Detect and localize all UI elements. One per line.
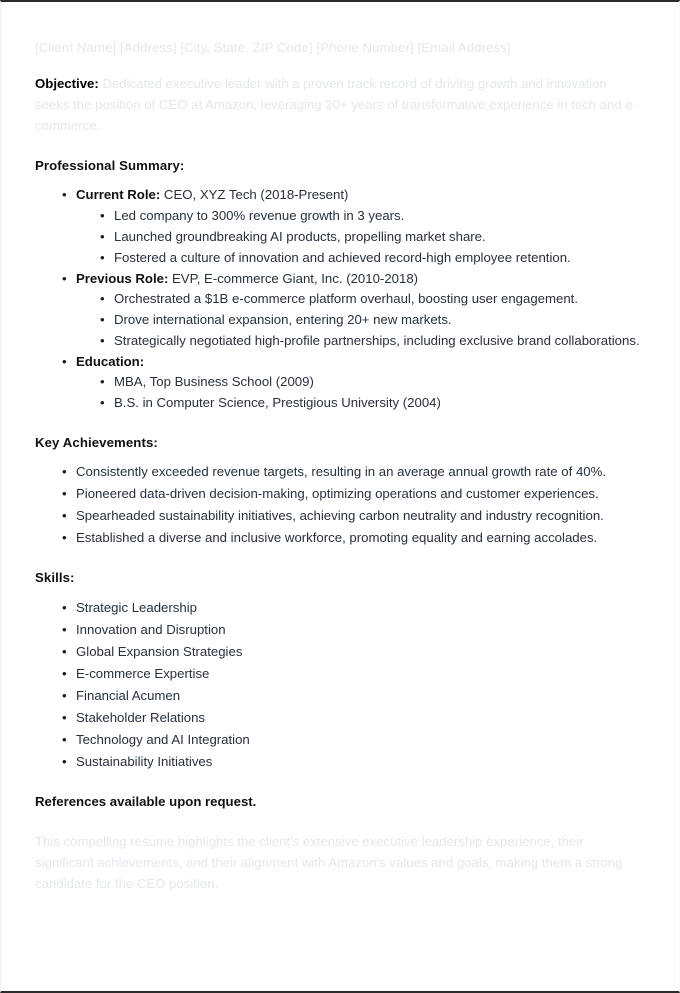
bullet-icon: • — [62, 530, 67, 546]
bullet-icon: • — [62, 665, 67, 681]
list-item — [62, 506, 645, 526]
list-item-label: B.S. in Computer Science, Prestigious University (2004) — [114, 395, 441, 411]
bullet-icon: • — [62, 621, 67, 637]
list-item-label: Innovation and Disruption — [76, 621, 226, 637]
key-achievements-list — [35, 462, 645, 548]
list-item-label: Consistently exceeded revenue targets, resulting in an average annual growth rate of 40%. — [76, 464, 607, 480]
current-role-label: Current Role: — [76, 187, 161, 203]
list-item-label: Launched groundbreaking AI products, propelling market share. — [114, 228, 486, 244]
list-item-label: Established a diverse and inclusive workforce, promoting equality and earning accolades. — [76, 530, 598, 546]
bullet-icon: • — [62, 353, 67, 369]
bullet-icon: • — [100, 228, 105, 244]
list-item-label: Financial Acumen — [76, 687, 181, 703]
list-item — [62, 664, 645, 684]
bullet-icon: • — [62, 753, 67, 769]
closing-note-paragraph: This compelling resume highlights the client's extensive executive leadership experience, their significant achievements, and their alignment with Amazon's values and goals, making them a strong candidate for the CEO position. — [35, 834, 623, 892]
bullet-icon: • — [100, 374, 105, 389]
key-achievements-heading: Key Achievements: — [35, 435, 158, 451]
list-item-label: Drove international expansion, entering 20+ new markets. — [114, 311, 452, 327]
list-item — [62, 269, 645, 351]
previous-role-label: Previous Role: — [76, 270, 169, 286]
list-item — [100, 227, 645, 247]
current-role-sublist — [76, 206, 645, 268]
list-item — [62, 352, 645, 413]
list-item — [62, 642, 645, 662]
bullet-icon: • — [62, 486, 67, 502]
list-item-label: Led company to 300% revenue growth in 3 years. — [114, 207, 405, 223]
list-item — [100, 393, 645, 413]
bullet-icon: • — [62, 709, 67, 725]
professional-summary-heading: Professional Summary: — [35, 158, 185, 174]
bullet-icon: • — [62, 599, 67, 615]
list-item — [62, 528, 645, 548]
bullet-icon: • — [100, 207, 105, 223]
list-item — [100, 372, 645, 392]
bullet-icon: • — [100, 249, 105, 265]
list-item-label: Strategically negotiated high-profile partnerships, including exclusive brand collaborations. — [114, 332, 640, 348]
list-item — [100, 310, 645, 330]
contact-placeholder-line: [Client Name] [Address] [City, State, ZIP Code] [Phone Number] [Email Address] — [35, 40, 511, 55]
resume-document — [35, 38, 645, 894]
list-item-label: Orchestrated a $1B e-commerce platform overhaul, boosting user engagement. — [114, 290, 579, 306]
bullet-icon: • — [100, 290, 105, 306]
education-sublist — [76, 372, 645, 413]
skills-list — [35, 598, 645, 773]
list-item-label: Spearheaded sustainability initiatives, achieving carbon neutrality and industry recognition. — [76, 508, 604, 524]
list-item-label: MBA, Top Business School (2009) — [114, 374, 314, 389]
list-item — [62, 484, 645, 504]
bullet-icon: • — [62, 270, 67, 286]
education-label: Education: — [76, 353, 145, 369]
bullet-icon: • — [100, 395, 105, 411]
bullet-icon: • — [62, 731, 67, 747]
list-item — [62, 708, 645, 728]
objective-paragraph — [35, 74, 643, 137]
list-item — [62, 620, 645, 640]
objective-text: Dedicated executive leader with a proven track record of driving growth and innovation seeks the position of CEO at Amazon, leveraging 20+ years of transformative experience in tech and e-commerce. — [35, 75, 638, 133]
bullet-icon: • — [62, 187, 67, 203]
list-item — [100, 289, 645, 309]
list-item — [100, 331, 645, 351]
bullet-icon: • — [62, 687, 67, 703]
previous-role-sublist — [76, 289, 645, 351]
list-item-label: Technology and AI Integration — [76, 731, 250, 747]
skills-heading: Skills: — [35, 570, 75, 586]
list-item-label: E-commerce Expertise — [76, 665, 210, 681]
bullet-icon: • — [62, 508, 67, 524]
bullet-icon: • — [62, 643, 67, 659]
list-item-label: Pioneered data-driven decision-making, optimizing operations and customer experiences. — [76, 486, 599, 502]
list-item-label: Sustainability Initiatives — [76, 753, 213, 769]
list-item — [100, 206, 645, 226]
bullet-icon: • — [100, 311, 105, 327]
list-item-label: Fostered a culture of innovation and achieved record-high employee retention. — [114, 249, 571, 265]
references-line: References available upon request. — [35, 794, 257, 809]
list-item-label: Strategic Leadership — [76, 599, 197, 615]
list-item — [62, 730, 645, 750]
objective-label: Objective: — [35, 75, 99, 91]
list-item — [100, 248, 645, 268]
current-role-value: CEO, XYZ Tech (2018-Present) — [160, 187, 349, 203]
list-item-label: Stakeholder Relations — [76, 709, 206, 725]
list-item — [62, 598, 645, 618]
list-item — [62, 752, 645, 772]
list-item-label: Global Expansion Strategies — [76, 643, 243, 659]
list-item — [62, 686, 645, 706]
previous-role-value: EVP, E-commerce Giant, Inc. (2010-2018) — [168, 270, 419, 286]
professional-summary-list — [35, 185, 645, 413]
bullet-icon: • — [100, 332, 105, 348]
list-item — [62, 185, 645, 267]
list-item — [62, 462, 645, 482]
bullet-icon: • — [62, 464, 67, 480]
